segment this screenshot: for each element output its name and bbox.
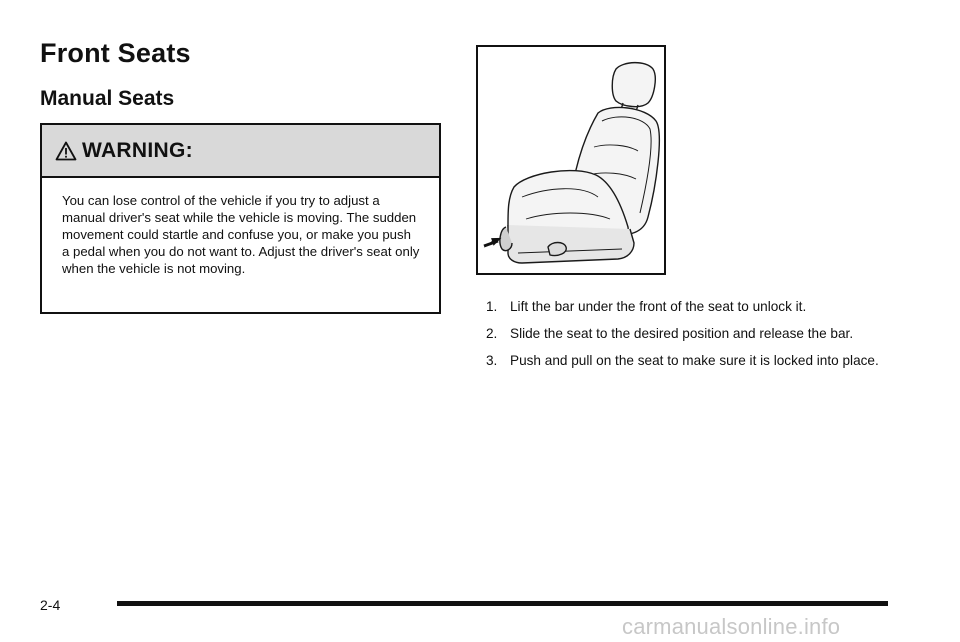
- list-item: [486, 298, 896, 315]
- step-number: 3.: [486, 353, 498, 368]
- step-text: Slide the seat to the desired position and release the bar.: [510, 326, 854, 341]
- footer-rule: [117, 601, 888, 606]
- instruction-list: [486, 298, 896, 379]
- warning-text: You can lose control of the vehicle if you try to adjust a manual driver's seat while the vehicle is moving. The sudden movement could startle and confuse you, or make you push a pedal when you do not want to. Adjust the driver's seat only when the vehicle is not moving.: [62, 193, 420, 276]
- warning-triangle-icon: [55, 140, 77, 162]
- list-item: [486, 352, 896, 369]
- section-title: Manual Seats: [40, 87, 175, 110]
- step-text: Lift the bar under the front of the seat to unlock it.: [510, 299, 807, 314]
- watermark: carmanualsonline.info: [622, 614, 841, 639]
- seat-figure: [476, 45, 666, 275]
- manual-seat-illustration: [478, 47, 664, 273]
- step-number: 2.: [486, 326, 498, 341]
- list-item: [486, 325, 896, 342]
- page-number: 2-4: [40, 597, 61, 613]
- page-title: Front Seats: [40, 38, 191, 68]
- warning-header: [42, 125, 439, 178]
- step-number: 1.: [486, 299, 498, 314]
- step-text: Push and pull on the seat to make sure it is locked into place.: [510, 353, 879, 368]
- warning-title: WARNING:: [82, 138, 193, 162]
- warning-box: [40, 123, 441, 314]
